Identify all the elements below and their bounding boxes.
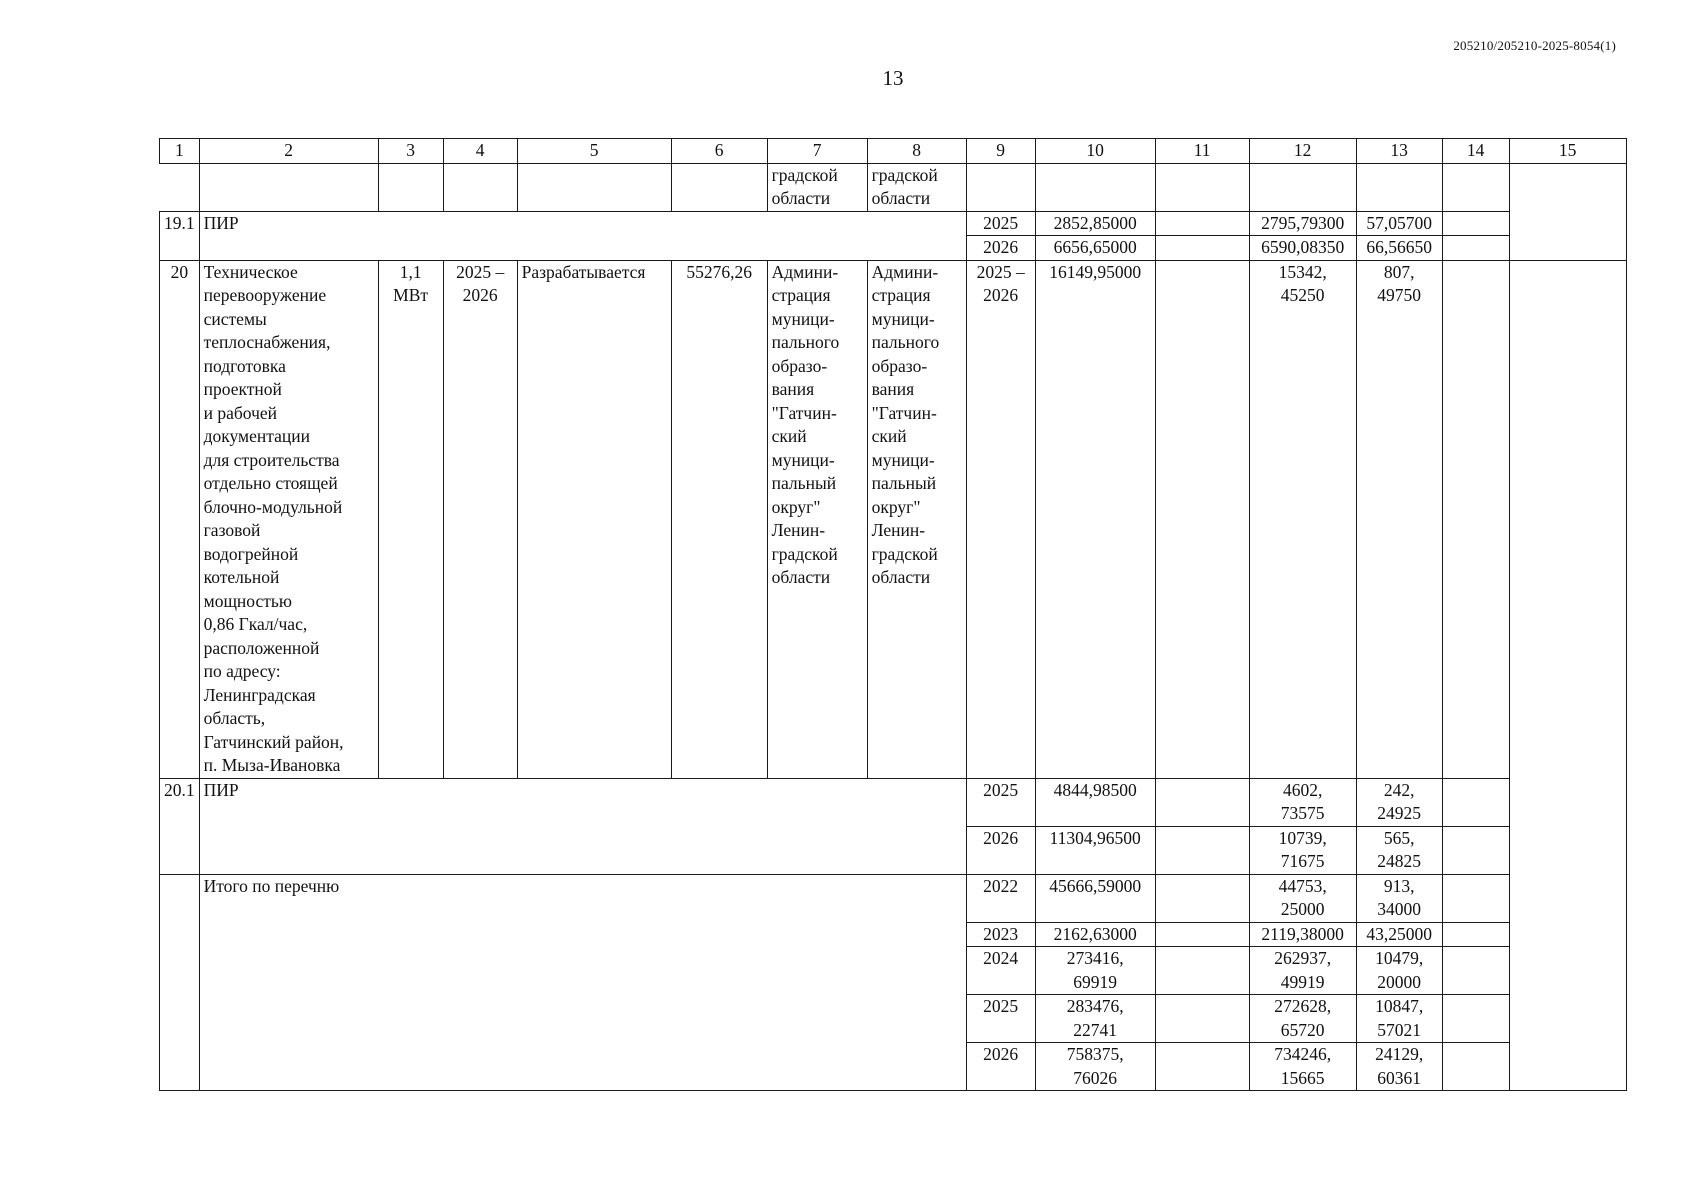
row-number: 20.1	[160, 778, 200, 874]
amount-local: 66,56650	[1356, 236, 1442, 261]
amount-regional: 15342, 45250	[1249, 260, 1356, 778]
amount-local: 10479, 20000	[1356, 947, 1442, 995]
header-cell: 9	[966, 139, 1035, 164]
year-cell: 2025 – 2026	[966, 260, 1035, 778]
header-cell: 5	[517, 139, 671, 164]
year-cell: 2025	[966, 211, 1035, 236]
page-number: 13	[882, 66, 904, 90]
table-row-total-2022	[160, 874, 1627, 922]
header-cell: 14	[1442, 139, 1509, 164]
status-cell: Разрабатывается	[517, 260, 671, 778]
row-number: 20	[160, 260, 200, 778]
amount-local: 913, 34000	[1356, 874, 1442, 922]
table-row-19-1-2025	[160, 211, 1627, 236]
amount-regional: 272628, 65720	[1249, 995, 1356, 1043]
amount-total: 4844,98500	[1035, 778, 1155, 826]
header-cell: 3	[378, 139, 443, 164]
amount-regional: 2119,38000	[1249, 922, 1356, 947]
header-cell: 12	[1249, 139, 1356, 164]
year-cell: 2026	[966, 826, 1035, 874]
data-table	[159, 138, 1627, 1091]
header-cell: 10	[1035, 139, 1155, 164]
year-cell: 2026	[966, 1043, 1035, 1091]
year-cell: 2023	[966, 922, 1035, 947]
amount-total: 45666,59000	[1035, 874, 1155, 922]
amount-local: 24129, 60361	[1356, 1043, 1442, 1091]
amount-local: 565, 24825	[1356, 826, 1442, 874]
amount-total: 11304,96500	[1035, 826, 1155, 874]
amount-local: 57,05700	[1356, 211, 1442, 236]
total-label: Итого по перечню	[199, 874, 966, 1091]
owner-cell: градской области	[867, 163, 966, 211]
amount-total: 758375, 76026	[1035, 1043, 1155, 1091]
amount-regional: 734246, 15665	[1249, 1043, 1356, 1091]
amount-regional: 10739, 71675	[1249, 826, 1356, 874]
year-cell: 2024	[966, 947, 1035, 995]
amount-regional: 44753, 25000	[1249, 874, 1356, 922]
amount-total: 6656,65000	[1035, 236, 1155, 261]
amount-local: 10847, 57021	[1356, 995, 1442, 1043]
table-row-20-1-2025	[160, 778, 1627, 826]
document-id: 205210/205210-2025-8054(1)	[1453, 38, 1616, 53]
amount-regional: 4602, 73575	[1249, 778, 1356, 826]
row-label: ПИР	[199, 778, 966, 874]
header-cell: 6	[671, 139, 767, 164]
cost-cell: 55276,26	[671, 260, 767, 778]
year-cell: 2022	[966, 874, 1035, 922]
year-cell: 2026	[966, 236, 1035, 261]
customer-cell: градской области	[767, 163, 867, 211]
amount-total: 273416, 69919	[1035, 947, 1155, 995]
amount-total: 2852,85000	[1035, 211, 1155, 236]
amount-local: 807, 49750	[1356, 260, 1442, 778]
object-name: Техническое перевооружение системы теплоснабжения, подготовка проектной и рабочей документации для строительства отдельно стоящей блочно-модульной газовой водогрейной котельной мощностью 0,86 Гкал/час, расположенной по адресу: Ленинградская область, Гатчинский район, п. Мыза-Ивановка	[199, 260, 378, 778]
header-cell: 11	[1155, 139, 1249, 164]
amount-local: 242, 24925	[1356, 778, 1442, 826]
header-cell: 13	[1356, 139, 1442, 164]
customer-cell: Админи- страция муници- пального образо- вания "Гатчин- ский муници- пальный округ" Ленин- градской области	[767, 260, 867, 778]
amount-total: 2162,63000	[1035, 922, 1155, 947]
header-cell: 7	[767, 139, 867, 164]
amount-regional: 6590,08350	[1249, 236, 1356, 261]
header-row	[160, 139, 1627, 164]
row-label: ПИР	[199, 211, 966, 260]
amount-total: 283476, 22741	[1035, 995, 1155, 1043]
header-cell: 4	[443, 139, 517, 164]
amount-local: 43,25000	[1356, 922, 1442, 947]
year-cell: 2025	[966, 995, 1035, 1043]
year-cell: 2025	[966, 778, 1035, 826]
amount-regional: 262937, 49919	[1249, 947, 1356, 995]
amount-regional: 2795,79300	[1249, 211, 1356, 236]
table-row-20	[160, 260, 1627, 778]
header-cell: 15	[1509, 139, 1626, 164]
header-cell: 2	[199, 139, 378, 164]
period-cell: 2025 – 2026	[443, 260, 517, 778]
amount-total: 16149,95000	[1035, 260, 1155, 778]
header-cell: 8	[867, 139, 966, 164]
header-cell: 1	[160, 139, 200, 164]
capacity-cell: 1,1 МВт	[378, 260, 443, 778]
table-row-continued	[160, 163, 1627, 211]
owner-cell: Админи- страция муници- пального образо- вания "Гатчин- ский муници- пальный округ" Ленин- градской области	[867, 260, 966, 778]
row-number: 19.1	[160, 211, 200, 260]
